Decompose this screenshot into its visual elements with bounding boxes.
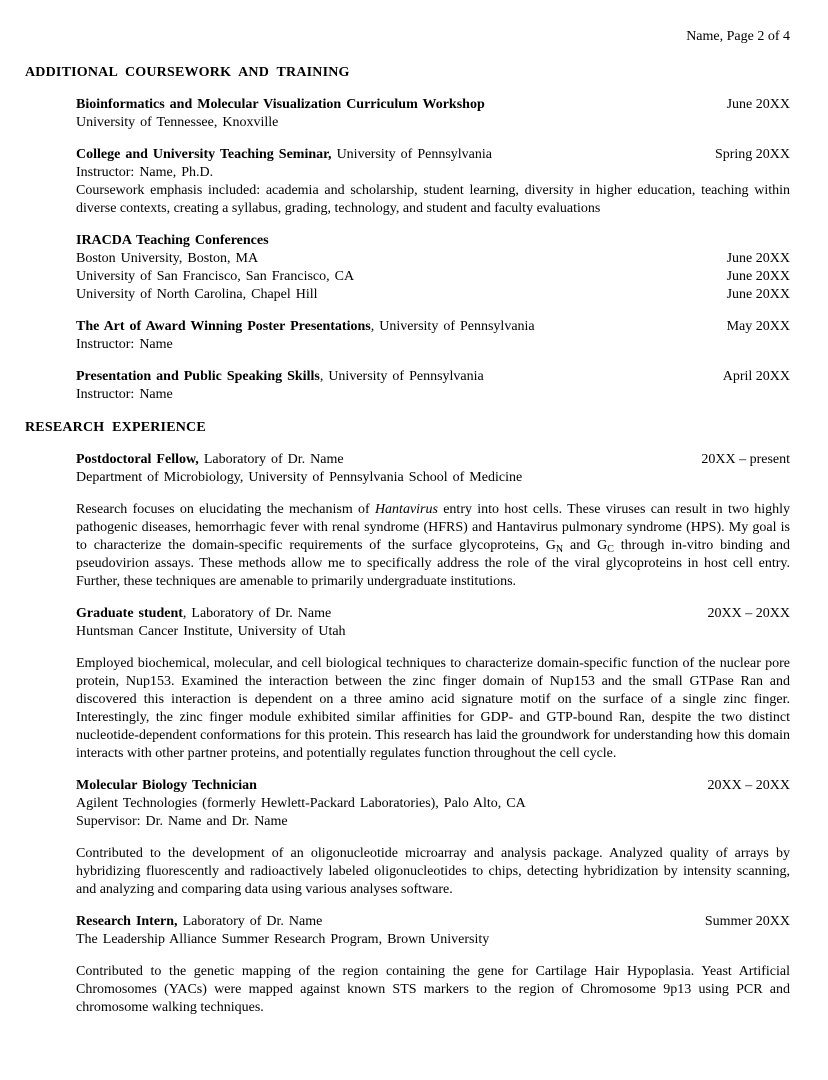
section-research-experience: [25, 419, 790, 1017]
conference-date: June 20XX: [726, 287, 790, 302]
conference-date: June 20XX: [726, 251, 790, 266]
entry-title: [76, 913, 322, 931]
entry-date: 20XX – 20XX: [707, 606, 790, 621]
page-header: Name, Page 2 of 4: [686, 29, 790, 44]
entry-title-rest: Laboratory of Dr. Name: [177, 914, 323, 929]
entry-title-rest: , University of Pennsylvania: [319, 369, 484, 384]
entry-public-speaking-skills: [76, 368, 790, 404]
entry-head: [76, 368, 790, 386]
entry-paragraph: Employed biochemical, molecular, and cell biological techniques to characterize domain-specific function of the nuclear pore protein, Nup153. Examined the interaction between the zinc finger domain of Nup153 and the small GTPase Ran and discovered this interaction is dependent on a three amino acid signature motif on the surface of a single zinc finger. Interestingly, the zinc finger module exhibited similar affinities for GDP- and GTP-bound Ran, despite the two distinct nucleotide-dependent conformations for this protein. This research has laid the groundwork for understanding how this domain interacts with other partner proteins, and potentially regulates function throughout the cell cycle.: [76, 656, 790, 761]
entry-subtitle-line: Instructor: Name: [76, 337, 173, 352]
entry-paragraph: Research focuses on elucidating the mechanism of Hantavirus entry into host cells. These viruses can result in two highly pathogenic diseases, hemorrhagic fever with renal syndrome (HFRS) and Hantavirus pulmonary syndrome (HPS). My goal is to characterize the domain-specific requirements of the surface glycoproteins, $G_N$ and $G_C$ through in-vitro binding and pseudovirion assays. These methods allow me to specifically address the role of the viral glycoproteins in host cell entry. Further, these techniques are amenable to primarily undergraduate institutions.: [76, 502, 791, 589]
entry-title: [76, 146, 492, 164]
entry-title: [76, 605, 331, 623]
entry-college-teaching-seminar: [76, 146, 790, 218]
entry-title-bold: Molecular Biology Technician: [76, 778, 257, 793]
entry-head: [76, 232, 790, 250]
entry-title-rest: , University of Pennsylvania: [370, 319, 535, 334]
section-title: ADDITIONAL COURSEWORK AND TRAINING: [25, 65, 350, 80]
entry-research-intern: [76, 913, 790, 1017]
entry-subtitle-line: Department of Microbiology, University of Pennsylvania School of Medicine: [76, 470, 523, 485]
conference-location: University of San Francisco, San Francisco, CA: [76, 269, 355, 284]
entry-title-bold: Bioinformatics and Molecular Visualization Curriculum Workshop: [76, 97, 485, 112]
entry-head: [76, 451, 790, 469]
entry-subtitle-line: Agilent Technologies (formerly Hewlett-Packard Laboratories), Palo Alto, CA: [76, 796, 526, 811]
entry-title-rest: , Laboratory of Dr. Name: [182, 606, 332, 621]
entry-subtitle-line: The Leadership Alliance Summer Research Program, Brown University: [76, 932, 490, 947]
entry-date: June 20XX: [726, 97, 790, 112]
entry-title-rest: Laboratory of Dr. Name: [198, 452, 344, 467]
entry-title: [76, 96, 485, 114]
conference-date: June 20XX: [726, 269, 790, 284]
entry-title-bold: Research Intern,: [76, 914, 178, 929]
entry-postdoctoral-fellow: [76, 451, 790, 591]
entry-poster-presentations: [76, 318, 790, 354]
entry-head: [76, 96, 790, 114]
entry-title: [76, 451, 344, 469]
entry-title-bold: College and University Teaching Seminar,: [76, 147, 332, 162]
entry-head: [76, 146, 790, 164]
conference-row: [76, 250, 790, 268]
entry-paragraph: Coursework emphasis included: academia and scholarship, student learning, diversity in higher education, teaching within diverse contexts, creating a syllabus, grading, technology, and student and faculty evaluations: [76, 183, 790, 216]
entry-head: [76, 605, 790, 623]
conference-row: [76, 286, 790, 304]
section-additional-coursework-and-training: [25, 64, 790, 404]
entry-date: 20XX – 20XX: [707, 778, 790, 793]
conference-location: Boston University, Boston, MA: [76, 251, 259, 266]
entry-title-bold: Presentation and Public Speaking Skills: [76, 369, 320, 384]
entry-bioinformatics-workshop: [76, 96, 790, 132]
entry-date: Summer 20XX: [704, 914, 790, 929]
entry-date: Spring 20XX: [714, 147, 790, 162]
section-title: RESEARCH EXPERIENCE: [25, 420, 206, 435]
entry-graduate-student: [76, 605, 790, 763]
conference-location: University of North Carolina, Chapel Hill: [76, 287, 318, 302]
entry-title-rest: University of Pennsylvania: [331, 147, 492, 162]
entry-paragraph: Contributed to the development of an oligonucleotide microarray and analysis package. Analyzed quality of arrays by hybridizing fluorescently and radioactively labeled oligonucleotides to chips, detecting hybridization by intensity scanning, and analyzing and comparing data using various analyses software.: [76, 846, 790, 897]
entry-paragraph: Contributed to the genetic mapping of the region containing the gene for Cartilage Hair Hypoplasia. Yeast Artificial Chromosomes (YACs) were mapped against known STS markers to the region of Chromosome 9p13 using PCR and chromosome walking techniques.: [76, 964, 790, 1015]
entry-iracda-conferences: [76, 232, 790, 304]
entry-subtitle-line: University of Tennessee, Knoxville: [76, 115, 279, 130]
entry-date: May 20XX: [726, 319, 790, 334]
entry-head: [76, 913, 790, 931]
entry-subtitle-line: Instructor: Name, Ph.D.: [76, 165, 214, 180]
entry-title-bold: IRACDA Teaching Conferences: [76, 233, 269, 248]
entry-title: [76, 318, 535, 336]
conference-row: [76, 268, 790, 286]
entry-title-bold: Postdoctoral Fellow,: [76, 452, 199, 467]
entry-title: [76, 368, 484, 386]
section-entries: [76, 451, 790, 1017]
entry-molecular-biology-technician: [76, 777, 790, 899]
entry-head: [76, 318, 790, 336]
entry-head: [76, 777, 790, 795]
entry-title: [76, 232, 269, 250]
entry-date: April 20XX: [722, 369, 790, 384]
entry-title-bold: Graduate student: [76, 606, 183, 621]
entry-date: 20XX – present: [701, 452, 790, 467]
entry-title-bold: The Art of Award Winning Poster Presentations: [76, 319, 371, 334]
entry-title: [76, 777, 257, 795]
entry-subtitle-line: Instructor: Name: [76, 387, 173, 402]
entry-subtitle-line: Huntsman Cancer Institute, University of Utah: [76, 624, 346, 639]
entry-supervisor-line: Supervisor: Dr. Name and Dr. Name: [76, 814, 288, 829]
section-entries: [76, 96, 790, 404]
